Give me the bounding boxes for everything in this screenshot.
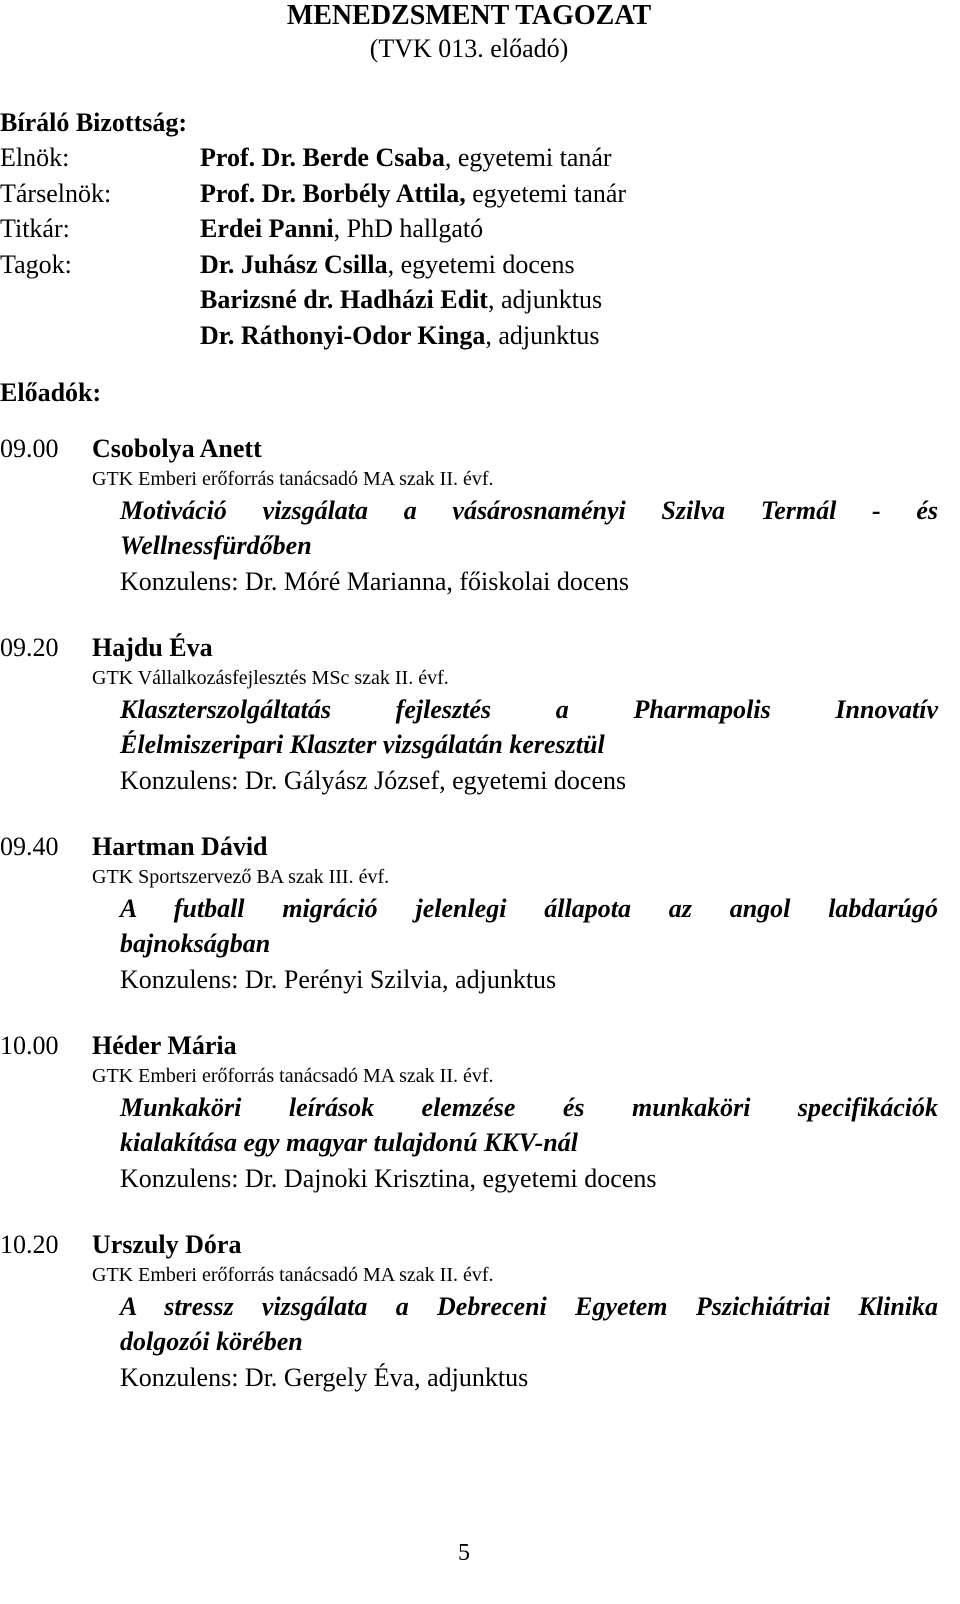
presenter-program: GTK Vállalkozásfejlesztés MSc szak II. évf.: [92, 667, 449, 689]
presenter-entry: [0, 1230, 938, 1420]
advisor: Konzulens: Dr. Móré Marianna, főiskolai docens: [120, 567, 630, 596]
page-number: 5: [458, 1540, 470, 1566]
presentation-title-line-1: A stressz vizsgálata a Debreceni Egyetem Pszichiátriai Klinika: [120, 1292, 938, 1321]
presentation-title-line-2: Wellnessfürdőben: [120, 531, 312, 560]
advisor: Konzulens: Dr. Gályász József, egyetemi docens: [120, 766, 627, 795]
presenter-entry: [0, 434, 938, 624]
member-title: egyetemi tanár: [465, 178, 627, 208]
advisor: Konzulens: Dr. Perényi Szilvia, adjunktus: [120, 965, 557, 994]
presenter-entry: [0, 1031, 938, 1221]
page-subtitle: (TVK 013. előadó): [369, 34, 569, 63]
presenter-name: Hartman Dávid: [92, 832, 268, 861]
member-name: Prof. Dr. Berde Csaba: [200, 143, 445, 172]
advisor: Konzulens: Dr. Dajnoki Krisztina, egyetemi docens: [120, 1164, 657, 1193]
presentation-title-line-1: Munkaköri leírások elemzése és munkaköri specifikációk: [120, 1093, 938, 1122]
committee-role-label: Társelnök:: [0, 178, 112, 208]
committee-heading: Bíráló Bizottság:: [0, 108, 188, 137]
presenter-program: GTK Emberi erőforrás tanácsadó MA szak II. évf.: [92, 468, 494, 490]
committee-member: [200, 143, 612, 173]
presentation-title-line-2: kialakítása egy magyar tulajdonú KKV-nál: [120, 1128, 578, 1157]
presenter-name: Urszuly Dóra: [92, 1230, 242, 1259]
member-name: Dr. Ráthonyi-Odor Kinga: [200, 320, 486, 350]
presentation-title-line-2: bajnokságban: [120, 929, 271, 958]
presentation-time: 09.20: [0, 633, 59, 662]
presentation-title-line-2: Élelmiszeripari Klaszter vizsgálatán keresztül: [120, 730, 605, 759]
presentation-title-line-1: A futball migráció jelenlegi állapota az angol labdarúgó: [120, 894, 938, 923]
committee-member: [200, 250, 575, 280]
member-title: , PhD hallgató: [333, 214, 484, 243]
member-title: , egyetemi tanár: [444, 143, 612, 172]
committee-role-label: Titkár:: [0, 214, 70, 243]
presenter-name: Héder Mária: [92, 1031, 237, 1060]
member-title: , adjunktus: [487, 285, 603, 314]
presentation-title-line-2: dolgozói körében: [120, 1327, 303, 1356]
presentation-time: 09.40: [0, 832, 59, 861]
presenter-entry: [0, 633, 938, 823]
committee-role-label: Tagok:: [0, 249, 72, 279]
committee-member: [200, 214, 483, 244]
page-title: MENEDZSMENT TAGOZAT: [286, 0, 652, 31]
presenter-name: Csobolya Anett: [92, 434, 262, 463]
committee-member: [200, 285, 602, 315]
presenter-program: GTK Sportszervező BA szak III. évf.: [92, 866, 390, 888]
member-name: Erdei Panni: [200, 214, 334, 243]
presentation-time: 10.00: [0, 1031, 59, 1060]
presenter-name: Hajdu Éva: [92, 633, 213, 662]
member-name: Dr. Juhász Csilla: [200, 249, 388, 279]
presentation-time: 10.20: [0, 1230, 59, 1259]
presenter-entry: [0, 832, 938, 1022]
member-name: Prof. Dr. Borbély Attila,: [200, 178, 466, 208]
presentation-title-line-1: Klaszterszolgáltatás fejlesztés a Pharmapolis Innovatív: [120, 695, 938, 724]
member-title: , egyetemi docens: [387, 249, 575, 279]
presentation-time: 09.00: [0, 434, 59, 463]
presenter-program: GTK Emberi erőforrás tanácsadó MA szak II. évf.: [92, 1264, 494, 1286]
member-name: Barizsné dr. Hadházi Edit: [200, 285, 488, 314]
committee-member: [200, 179, 626, 209]
presenters-heading: Előadók:: [0, 378, 102, 407]
committee-role-label: Elnök:: [0, 143, 70, 172]
presentation-title-line-1: Motiváció vizsgálata a vásárosnaményi Szilva Termál - és: [120, 496, 938, 525]
advisor: Konzulens: Dr. Gergely Éva, adjunktus: [120, 1363, 529, 1392]
committee-member: [200, 321, 599, 351]
presenter-program: GTK Emberi erőforrás tanácsadó MA szak II. évf.: [92, 1065, 494, 1087]
member-title: , adjunktus: [485, 320, 600, 350]
